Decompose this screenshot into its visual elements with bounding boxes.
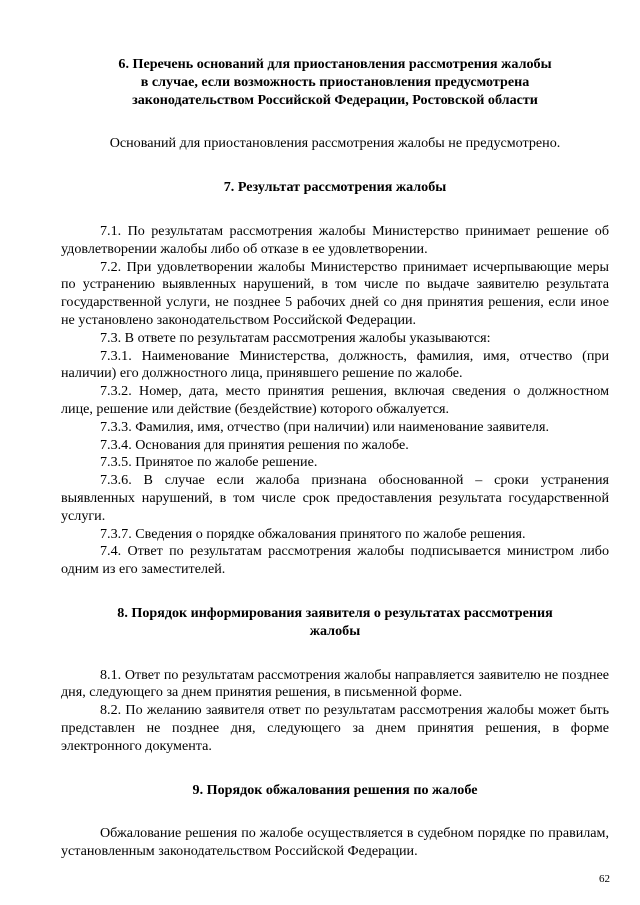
paragraph-7-3-1: 7.3.1. Наименование Министерства, должность, фамилия, имя, отчество (при наличии) его должностного лица, принявшего решение по жалобе. xyxy=(61,347,609,382)
section-6-heading-line-2: в случае, если возможность приостановления предусмотрена xyxy=(140,73,530,90)
paragraph-7-4: 7.4. Ответ по результатам рассмотрения жалобы подписывается министром либо одним из его заместителей. xyxy=(61,543,609,578)
paragraph-8-1: 8.1. Ответ по результатам рассмотрения жалобы направляется заявителю не позднее дня, следующего за днем принятия решения, в письменной форме. xyxy=(61,666,609,701)
paragraph-7-3-5: 7.3.5. Принятое по жалобе решение. xyxy=(100,454,318,471)
paragraph-8-2: 8.2. По желанию заявителя ответ по результатам рассмотрения жалобы может быть представлен не позднее дня, следующего за днем принятия решения, в форме электронного документа. xyxy=(61,702,609,754)
section-8-heading-line-2: жалобы xyxy=(309,622,361,639)
section-8-heading-line-1: 8. Порядок информирования заявителя о результатах рассмотрения xyxy=(117,604,553,621)
paragraph-7-3-3: 7.3.3. Фамилия, имя, отчество (при наличии) или наименование заявителя. xyxy=(100,418,549,435)
section-9-text: Обжалование решения по жалобе осуществляется в судебном порядке по правилам, установленным законодательством Российской Федерации. xyxy=(61,825,609,860)
section-7-heading: 7. Результат рассмотрения жалобы xyxy=(223,179,447,196)
section-6-heading-line-1: 6. Перечень оснований для приостановления рассмотрения жалобы xyxy=(118,56,552,72)
paragraph-7-3-6: 7.3.6. В случае если жалоба признана обоснованной – сроки устранения выявленных нарушений, в том числе срок предоставления результата государственной услуги. xyxy=(61,472,609,524)
paragraph-7-3-7: 7.3.7. Сведения о порядке обжалования принятого по жалобе решения. xyxy=(100,525,526,542)
paragraph-7-2: 7.2. При удовлетворении жалобы Министерство принимает исчерпывающие меры по устранению выявленных нарушений, в том числе по выдаче заявителю результата государственной услуги, не позднее 5 рабочих дней со дня принятия решения, если иное не установлено законодательством Российской Федерации. xyxy=(61,258,609,328)
section-6-heading-line-3: законодательством Российской Федерации, Ростовской области xyxy=(132,91,538,108)
paragraph-7-1: 7.1. По результатам рассмотрения жалобы Министерство принимает решение об удовлетворении жалобы либо об отказе в ее удовлетворении. xyxy=(61,222,609,257)
paragraph-7-3-4: 7.3.4. Основания для принятия решения по жалобе. xyxy=(100,436,409,453)
section-9-heading: 9. Порядок обжалования решения по жалобе xyxy=(192,781,478,798)
paragraph-7-3-2: 7.3.2. Номер, дата, место принятия решения, включая сведения о должностном лице, решение или действие (бездействие) которого обжалуется. xyxy=(61,383,609,417)
paragraph-7-3: 7.3. В ответе по результатам рассмотрения жалобы указываются: xyxy=(100,329,491,346)
page-number: 62 xyxy=(599,873,610,885)
document-page xyxy=(61,56,609,861)
section-6-text: Оснований для приостановления рассмотрения жалобы не предусмотрено. xyxy=(109,135,561,152)
